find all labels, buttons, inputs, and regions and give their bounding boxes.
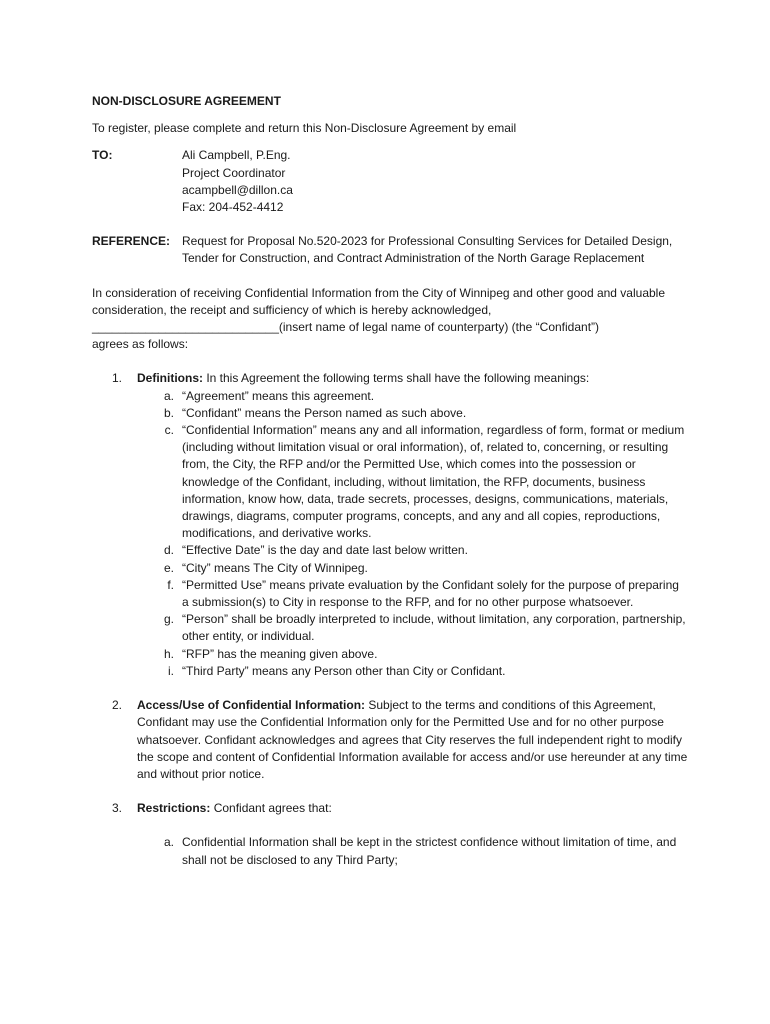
to-line-name: Ali Campbell, P.Eng.: [182, 148, 291, 163]
reference-block: [92, 233, 688, 267]
to-line-role: Project Coordinator: [182, 165, 286, 180]
section-text: In this Agreement the following terms shall have the following meanings:: [203, 371, 590, 386]
section-number: 3.: [112, 801, 123, 816]
restrictions-list: [137, 834, 688, 868]
document-page: [92, 93, 688, 886]
section-number: 1.: [112, 371, 123, 386]
intro-text: To register, please complete and return this Non-Disclosure Agreement by email: [92, 121, 517, 136]
list-item: b. “Confidant” means the Person named as such above.: [163, 405, 467, 420]
section-heading: Access/Use of Confidential Information:: [137, 698, 366, 713]
section-number: 2.: [112, 698, 123, 713]
list-item: g. “Person” shall be broadly interpreted to include, without limitation, any corporation, partnership, other entity, or individual.: [163, 612, 686, 644]
section-text: Confidant agrees that:: [210, 801, 332, 816]
section-access-use: [92, 697, 688, 783]
definitions-list: [137, 388, 688, 680]
section-text: Subject to the terms and conditions of this Agreement, Confidant may use the Confidential Information only for the Permitted Use and for no other purpose whatsoever. Confidant acknowledges and agrees that City reserves the full independent right to modify the scope and content of Confidential Information available for access and/or use hereunder at any time and without prior notice.: [137, 698, 688, 781]
consideration-paragraph: [92, 285, 688, 354]
list-item: i. “Third Party” means any Person other than City or Confidant.: [168, 663, 506, 678]
to-label: TO:: [92, 148, 113, 163]
section-restrictions: [92, 800, 688, 869]
reference-text: Request for Proposal No.520-2023 for Professional Consulting Services for Detailed Design, Tender for Construction, and Contract Administration of the North Garage Replacement: [182, 234, 673, 266]
list-item: h. “RFP” has the meaning given above.: [163, 646, 378, 661]
reference-label: REFERENCE:: [92, 234, 171, 249]
section-definitions: [92, 370, 688, 680]
list-item: c. “Confidential Information” means any and all information, regardless of form, format or medium (including without limitation visual or oral information), of, related to, concerning, or resulting from, the City, the RFP and/or the Permitted Use, which comes into the possession or knowledge of the Confidant, including, without limitation, the RFP, documents, business information, know how, data, trade secrets, processes, designs, communications, materials, drawings, diagrams, computer programs, concepts, and any and all copies, reproductions, modifications, and derivative works.: [164, 423, 685, 541]
to-line-email: acampbell@dillon.ca: [182, 182, 293, 197]
to-block: [92, 147, 688, 216]
section-heading: Definitions:: [137, 371, 203, 386]
list-item: f. “Permitted Use” means private evaluation by the Confidant solely for the purpose of preparing a submission(s) to City in response to the RFP, and for no other purpose whatsoever.: [167, 577, 679, 610]
sections-list: [92, 370, 688, 868]
document-title: NON-DISCLOSURE AGREEMENT: [92, 94, 281, 108]
to-line-fax: Fax: 204-452-4412: [182, 200, 284, 215]
list-item: a. Confidential Information shall be kept in the strictest confidence without limitation of time, and shall not be disclosed to any Third Party;: [163, 835, 677, 867]
to-address: [182, 147, 688, 216]
consideration-line-2: ____________________________(insert name of legal name of counterparty) (the “Confidant”): [92, 320, 600, 335]
list-item: a. “Agreement” means this agreement.: [163, 388, 375, 403]
consideration-line-3: agrees as follows:: [92, 337, 189, 352]
consideration-line-1: In consideration of receiving Confidential Information from the City of Winnipeg and other good and valuable consideration, the receipt and sufficiency of which is hereby acknowledged,: [92, 285, 666, 317]
section-heading: Restrictions:: [137, 801, 211, 816]
list-item: e. “City” means The City of Winnipeg.: [163, 560, 368, 575]
list-item: d. “Effective Date” is the day and date last below written.: [163, 543, 468, 558]
